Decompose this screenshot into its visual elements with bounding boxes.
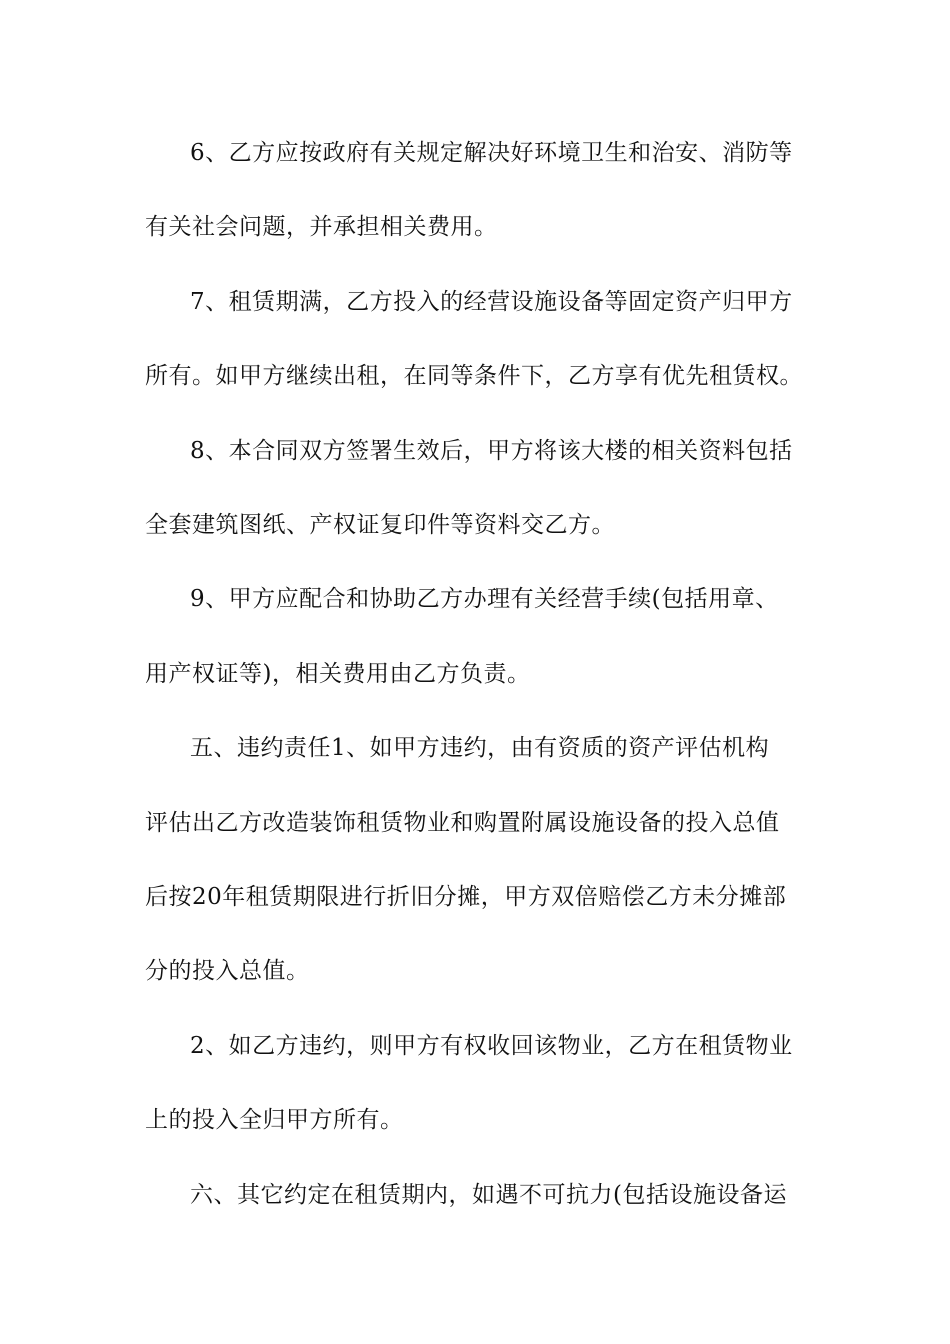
text-line: 6、乙方应按政府有关规定解决好环境卫生和治安、消防等 [190,140,793,166]
text-line: 9、甲方应配合和协助乙方办理有关经营手续(包括用章、 [190,586,779,612]
text-line: 所有。如甲方继续出租，在同等条件下，乙方享有优先租赁权。 [145,363,803,389]
text-line: 7、租赁期满，乙方投入的经营设施设备等固定资产归甲方 [190,289,793,315]
text-line: 后按20年租赁期限进行折旧分摊，甲方双倍赔偿乙方未分摊部 [145,884,787,910]
text-line: 2、如乙方违约，则甲方有权收回该物业，乙方在租赁物业 [190,1033,793,1059]
text-line: 全套建筑图纸、产权证复印件等资料交乙方。 [145,512,615,538]
text-line: 有关社会问题，并承担相关费用。 [145,214,498,240]
text-line: 五、违约责任1、如甲方违约，由有资质的资产评估机构 [190,735,770,761]
text-line: 上的投入全归甲方所有。 [145,1107,404,1133]
text-line: 用产权证等)，相关费用由乙方负责。 [145,661,531,687]
text-line: 六、其它约定在租赁期内，如遇不可抗力(包括设施设备运 [190,1182,787,1208]
text-line: 8、本合同双方签署生效后，甲方将该大楼的相关资料包括 [190,438,793,464]
text-line: 分的投入总值。 [145,958,310,984]
text-line: 评估出乙方改造装饰租赁物业和购置附属设施设备的投入总值 [145,810,780,836]
